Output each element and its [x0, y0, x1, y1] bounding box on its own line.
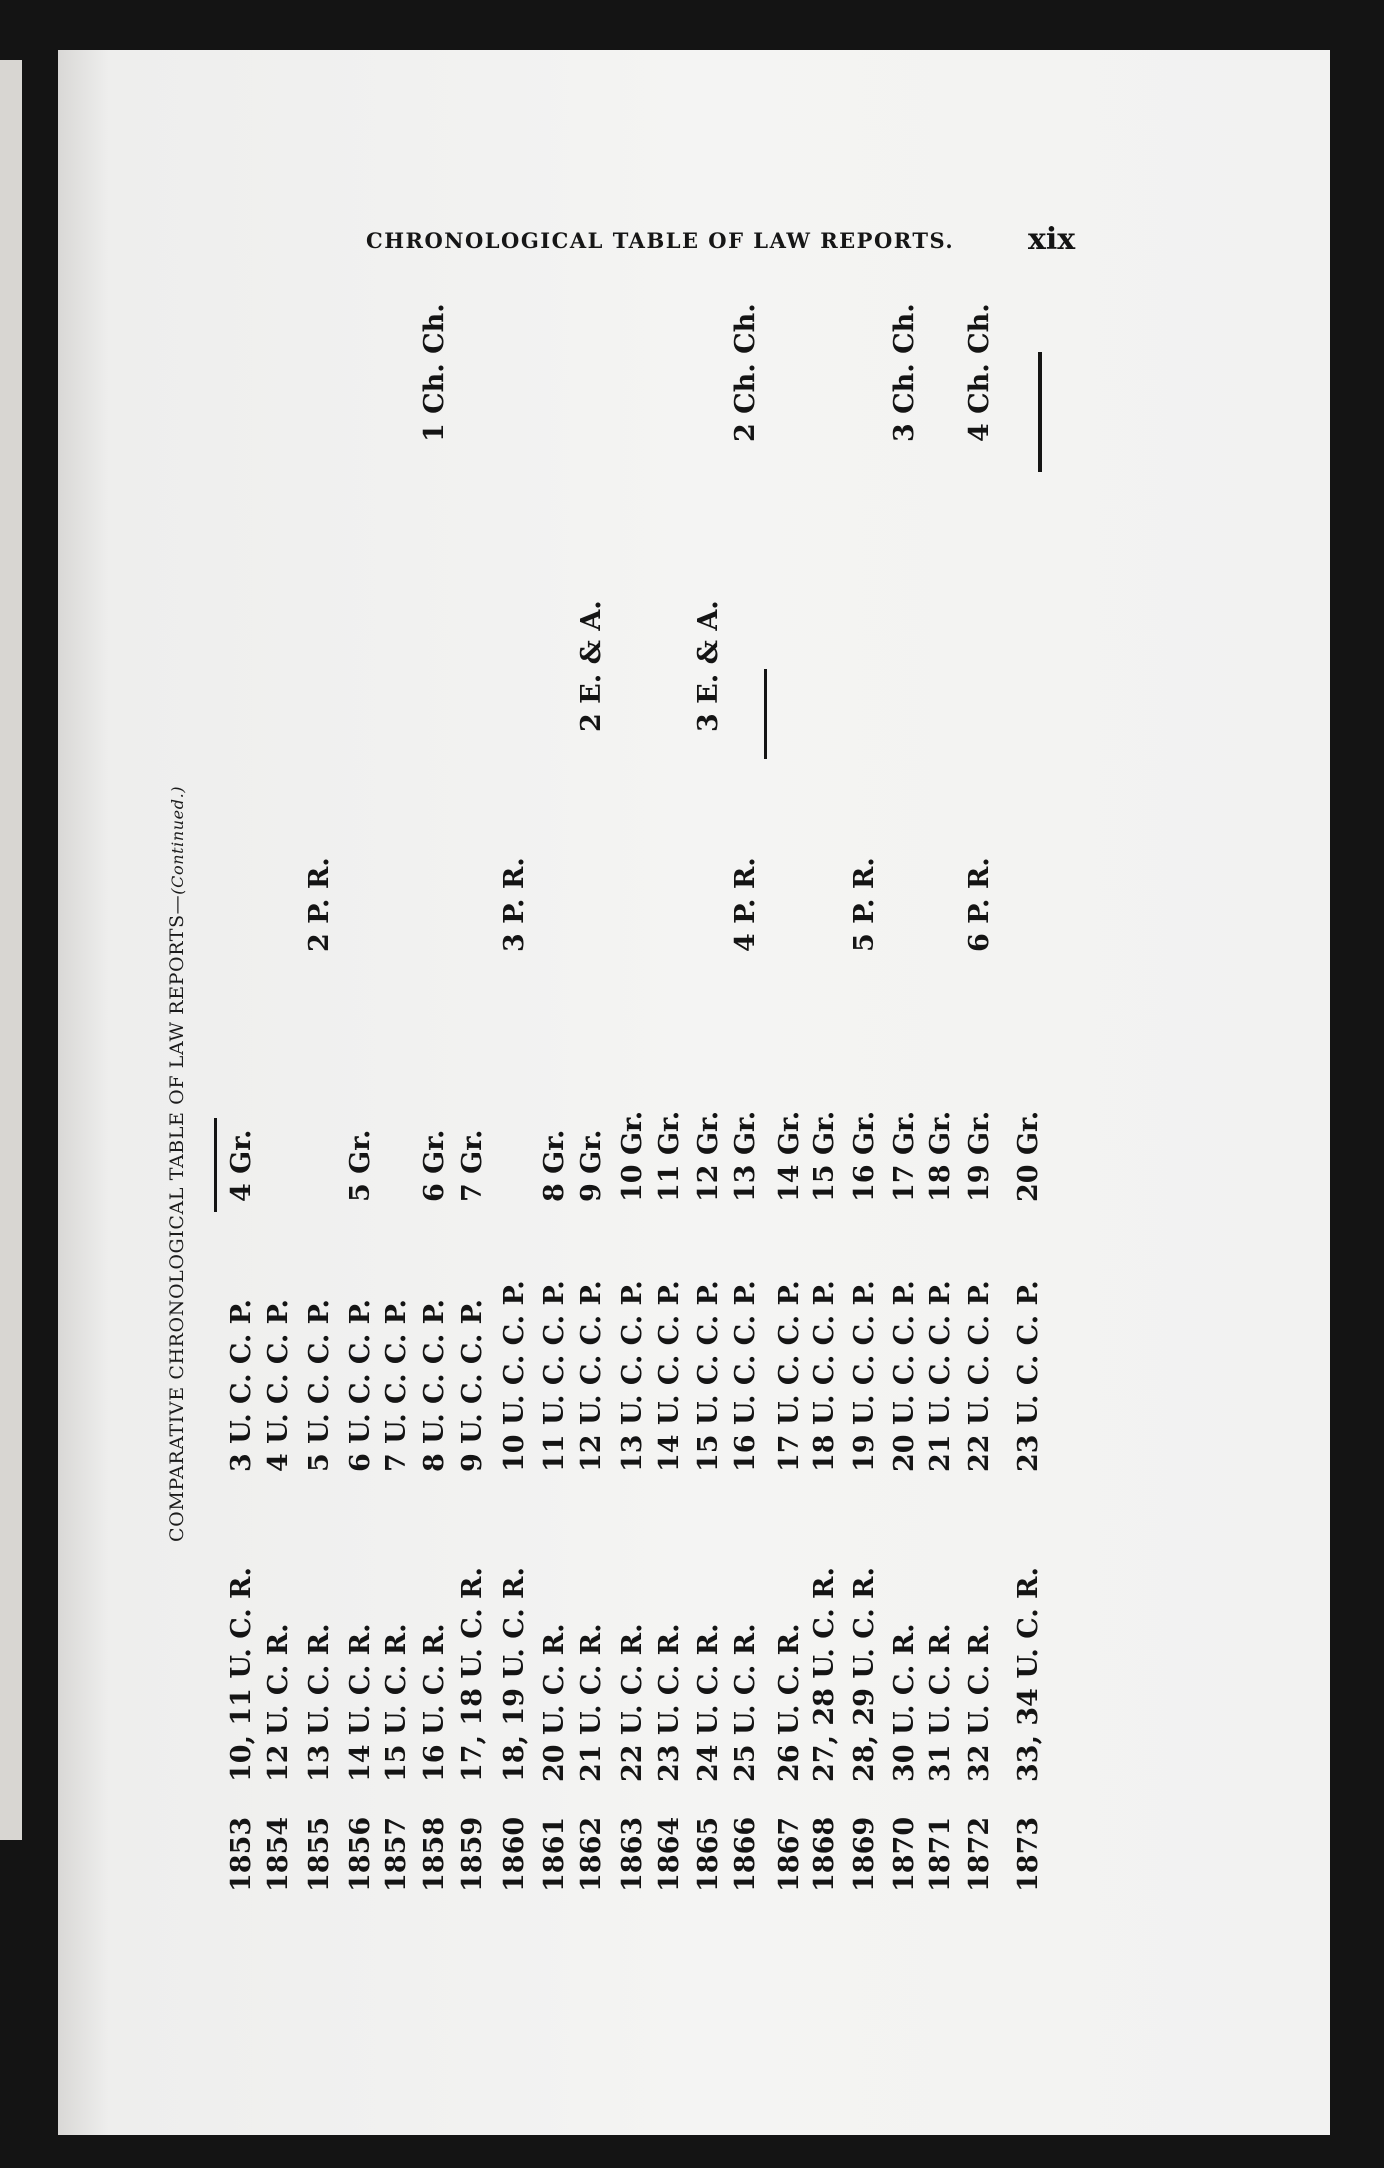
cell-ucr: 14 U. C. R.	[345, 1623, 377, 1782]
cell-ucp: 13 U. C. C. P.	[616, 1280, 648, 1472]
cell-ucp: 9 U. C. C. P.	[457, 1299, 489, 1472]
rule-gr-column	[214, 1118, 217, 1212]
cell-year: 1865	[692, 1816, 724, 1892]
cell-ucp: 6 U. C. C. P.	[345, 1299, 377, 1472]
cell-ucp: 14 U. C. C. P.	[653, 1280, 685, 1472]
table-caption-continued: (Continued.)	[168, 785, 187, 895]
cell-ucp: 7 U. C. C. P.	[381, 1299, 413, 1472]
table-row	[226, 232, 264, 1892]
cell-ucr: 17, 18 U. C. R.	[457, 1567, 489, 1782]
cell-ucr: 24 U. C. R.	[692, 1623, 724, 1782]
table-row	[304, 232, 342, 1892]
cell-year: 1870	[889, 1816, 921, 1892]
cell-year: 1853	[226, 1816, 257, 1892]
cell-ucr: 31 U. C. R.	[925, 1623, 957, 1782]
cell-ucr: 13 U. C. R.	[303, 1623, 335, 1782]
rotated-table	[166, 232, 1086, 1892]
table-row	[809, 232, 847, 1892]
cell-ucr: 32 U. C. R.	[964, 1623, 996, 1782]
cell-year: 1871	[925, 1816, 957, 1892]
cell-ea: 2 E. & A.	[576, 600, 608, 732]
cell-pr: 3 P. R.	[498, 857, 530, 952]
cell-ucp: 4 U. C. C. P.	[263, 1299, 295, 1472]
cell-ucr: 15 U. C. R.	[381, 1623, 413, 1782]
table-row	[774, 232, 812, 1892]
cell-gr: 17 Gr.	[889, 1110, 921, 1202]
cell-ea: 3 E. & A.	[692, 600, 724, 732]
cell-gr: 13 Gr.	[730, 1110, 762, 1202]
cell-ucp: 12 U. C. C. P.	[576, 1280, 608, 1472]
cell-year: 1856	[345, 1816, 377, 1892]
adjacent-page-edge	[0, 60, 22, 1840]
table-row	[654, 232, 692, 1892]
cell-gr: 15 Gr.	[809, 1110, 841, 1202]
table-row	[1013, 232, 1051, 1892]
cell-ucr: 33, 34 U. C. R.	[1012, 1567, 1044, 1782]
table-row	[263, 232, 301, 1892]
cell-ucr: 12 U. C. R.	[263, 1623, 295, 1782]
cell-ucp: 15 U. C. C. P.	[692, 1280, 724, 1472]
cell-ucr: 28, 29 U. C. R.	[849, 1567, 881, 1782]
cell-ucr: 27, 28 U. C. R.	[809, 1567, 841, 1782]
cell-ucr: 20 U. C. R.	[539, 1623, 570, 1782]
cell-ch: 1 Ch. Ch.	[418, 303, 450, 442]
cell-pr: 4 P. R.	[730, 857, 762, 952]
cell-ucp: 8 U. C. C. P.	[418, 1299, 450, 1472]
cell-ucp: 17 U. C. C. P.	[774, 1280, 806, 1472]
cell-year: 1862	[576, 1816, 608, 1892]
cell-ucp: 22 U. C. C. P.	[964, 1280, 996, 1472]
cell-pr: 2 P. R.	[303, 857, 335, 952]
running-title: CHRONOLOGICAL TABLE OF LAW REPORTS.	[366, 228, 955, 253]
table-row	[499, 232, 537, 1892]
cell-gr: 16 Gr.	[849, 1110, 881, 1202]
cell-gr: 6 Gr.	[418, 1129, 450, 1202]
cell-year: 1864	[653, 1816, 685, 1892]
cell-year: 1860	[498, 1816, 530, 1892]
cell-ucp: 23 U. C. C. P.	[1012, 1280, 1044, 1472]
cell-year: 1854	[263, 1816, 295, 1892]
table-row	[419, 232, 457, 1892]
cell-gr: 10 Gr.	[616, 1110, 648, 1202]
cell-year: 1861	[539, 1816, 570, 1892]
table-row	[345, 232, 383, 1892]
cell-gr: 19 Gr.	[964, 1110, 996, 1202]
table-row	[617, 232, 655, 1892]
cell-gr: 4 Gr.	[226, 1129, 257, 1202]
cell-ucr: 21 U. C. R.	[576, 1623, 608, 1782]
cell-ucr: 22 U. C. R.	[616, 1623, 648, 1782]
table-row	[849, 232, 887, 1892]
cell-ucr: 25 U. C. R.	[730, 1623, 762, 1782]
cell-ucr: 18, 19 U. C. R.	[498, 1567, 530, 1782]
cell-ch: 3 Ch. Ch.	[889, 303, 921, 442]
cell-ucp: 20 U. C. C. P.	[889, 1280, 921, 1472]
table-row	[925, 232, 963, 1892]
table-row	[381, 232, 419, 1892]
cell-gr: 18 Gr.	[925, 1110, 957, 1202]
cell-ucp: 19 U. C. C. P.	[849, 1280, 881, 1472]
table-row	[964, 232, 1002, 1892]
table-row	[539, 232, 577, 1892]
cell-year: 1873	[1012, 1816, 1044, 1892]
cell-ucp: 3 U. C. C. P.	[226, 1299, 257, 1472]
cell-ucp: 10 U. C. C. P.	[498, 1280, 530, 1472]
table-row	[693, 232, 731, 1892]
cell-gr: 14 Gr.	[774, 1110, 806, 1202]
cell-year: 1868	[809, 1816, 841, 1892]
cell-year: 1858	[418, 1816, 450, 1892]
cell-ucp: 5 U. C. C. P.	[303, 1299, 335, 1472]
cell-gr: 5 Gr.	[345, 1129, 377, 1202]
cell-year: 1855	[303, 1816, 335, 1892]
rule-ea-column	[764, 669, 767, 759]
cell-gr: 7 Gr.	[457, 1129, 489, 1202]
table-caption-text: COMPARATIVE CHRONOLOGICAL TABLE OF LAW REPORTS—	[166, 894, 188, 1542]
cell-year: 1859	[457, 1816, 489, 1892]
cell-pr: 6 P. R.	[964, 857, 996, 952]
cell-gr: 20 Gr.	[1012, 1110, 1044, 1202]
table-row	[576, 232, 614, 1892]
rule-ch-column	[1038, 352, 1042, 472]
cell-year: 1867	[774, 1816, 806, 1892]
table-row	[730, 232, 768, 1892]
page-number: xix	[1028, 222, 1076, 257]
table-caption	[166, 786, 188, 1542]
table-row	[457, 232, 495, 1892]
cell-ucp: 18 U. C. C. P.	[809, 1280, 841, 1472]
cell-ch: 2 Ch. Ch.	[730, 303, 762, 442]
cell-year: 1872	[964, 1816, 996, 1892]
cell-ucr: 10, 11 U. C. R.	[226, 1567, 257, 1782]
cell-ucr: 16 U. C. R.	[418, 1623, 450, 1782]
cell-pr: 5 P. R.	[849, 857, 881, 952]
table-row	[889, 232, 927, 1892]
cell-year: 1863	[616, 1816, 648, 1892]
cell-ucp: 21 U. C. C. P.	[925, 1280, 957, 1472]
cell-ucp: 11 U. C. C. P.	[539, 1280, 570, 1472]
cell-gr: 9 Gr.	[576, 1129, 608, 1202]
cell-year: 1857	[381, 1816, 413, 1892]
cell-gr: 8 Gr.	[539, 1129, 570, 1202]
cell-gr: 11 Gr.	[653, 1110, 685, 1202]
cell-ucr: 26 U. C. R.	[774, 1623, 806, 1782]
cell-ucr: 23 U. C. R.	[653, 1623, 685, 1782]
cell-year: 1869	[849, 1816, 881, 1892]
cell-year: 1866	[730, 1816, 762, 1892]
cell-gr: 12 Gr.	[692, 1110, 724, 1202]
cell-ucr: 30 U. C. R.	[889, 1623, 921, 1782]
cell-ch: 4 Ch. Ch.	[964, 303, 996, 442]
cell-ucp: 16 U. C. C. P.	[730, 1280, 762, 1472]
